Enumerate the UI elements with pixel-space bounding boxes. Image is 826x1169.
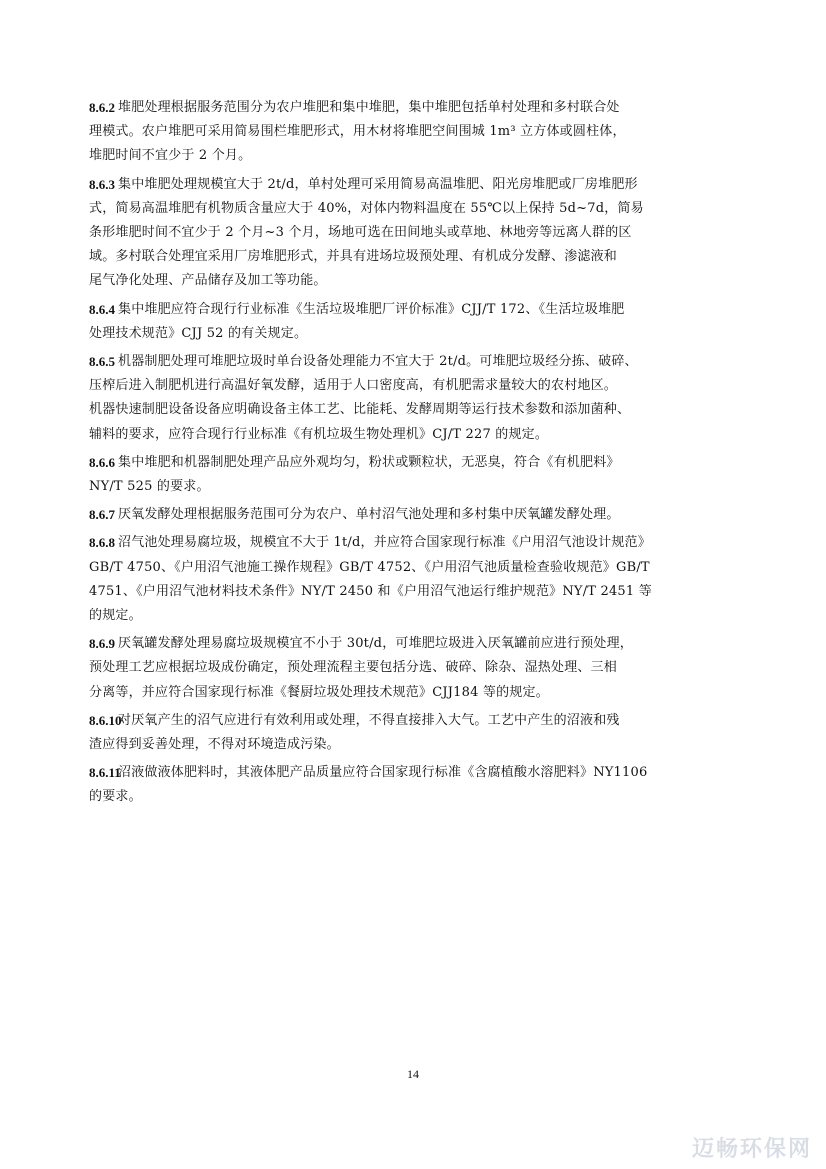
clause-text-line: 机器快速制肥设备设备应明确设备主体工艺、比能耗、发酵周期等运行技术参数和添加菌种、 xyxy=(89,402,631,418)
clause-item xyxy=(89,451,719,499)
clause-number: 8.6.2 xyxy=(89,100,115,115)
clause-item xyxy=(89,298,719,346)
clause-text-line: 域。多村联合处理宜采用厂房堆肥形式，并具有进场垃圾预处理、有机成分发酵、渗滤液和 xyxy=(89,249,618,265)
clause-text-line: 厌氧发酵处理根据服务范围可分为农户、单村沼气池处理和多村集中厌氧罐发酵处理。 xyxy=(118,507,620,523)
clause-text-line: 堆肥处理根据服务范围分为农户堆肥和集中堆肥，集中堆肥包括单村处理和多村联合处 xyxy=(118,100,620,115)
clause-text-line: 式，简易高温堆肥有机物质含量应大于 40%，对体内物料温度在 55℃以上保持 5d~7d，简易 xyxy=(89,200,644,216)
clause-text-line: 的规定。 xyxy=(89,608,142,624)
clause-text-line: GB/T 4750、《户用沼气池施工操作规程》GB/T 4752、《户用沼气池质量检查验收规范》GB/T xyxy=(89,559,650,575)
clause-number: 8.6.4 xyxy=(89,301,115,317)
clause-text-line: 对厌氧产生的沼气应进行有效利用或处理，不得直接排入大气。工艺中产生的沼液和残 xyxy=(118,712,620,728)
clause-text-line: 集中堆肥和机器制肥处理产品应外观均匀，粉状或颗粒状，无恶臭，符合《有机肥料》 xyxy=(118,454,620,470)
clause-text-line: 厌氧罐发酵处理易腐垃圾规模宜不小于 30t/d，可堆肥垃圾进入厌氧罐前应进行预处理， xyxy=(118,636,634,652)
clause-text-line: 分离等，并应符合国家现行标准《餐厨垃圾处理技术规范》CJJ184 等的规定。 xyxy=(89,684,549,700)
clause-text-line: 预处理工艺应根据垃圾成份确定，预处理流程主要包括分选、破碎、除杂、湿热处理、三相 xyxy=(89,660,618,676)
page-number: 14 xyxy=(407,1067,419,1081)
clause-list xyxy=(89,96,719,814)
clause-text-line: 集中堆肥应符合现行行业标准《生活垃圾堆肥厂评价标准》CJJ/T 172、《生活垃圾堆肥 xyxy=(118,301,625,317)
clause-text-line: 条形堆肥时间不宜少于 2 个月~3 个月，场地可选在田间地头或草地、林地旁等远离人群的区 xyxy=(89,225,632,241)
clause-text-line: 辅料的要求，应符合现行行业标准《有机垃圾生物处理机》CJ/T 227 的规定。 xyxy=(89,426,549,442)
clause-number: 8.6.9 xyxy=(89,636,115,652)
clause-text-line: 4751、《户用沼气池材料技术条件》NY/T 2450 和《户用沼气池运行维护规范》NY/T 2451 等 xyxy=(89,583,652,599)
clause-item xyxy=(89,96,719,169)
clause-text-line: 机器制肥处理可堆肥垃圾时单台设备处理能力不宜大于 2t/d。可堆肥垃圾经分拣、破碎、 xyxy=(118,354,638,370)
clause-number: 8.6.7 xyxy=(89,507,115,523)
clause-text xyxy=(118,503,719,527)
clause-number: 8.6.5 xyxy=(89,354,115,370)
clause-number: 8.6.11 xyxy=(89,765,121,781)
watermark-logo: 迈畅环保网 xyxy=(691,1137,812,1162)
clause-text-line: 尾气净化处理、产品储存及加工等功能。 xyxy=(89,273,327,289)
clause-text-line: 渣应得到妥善处理，不得对环境造成污染。 xyxy=(89,737,340,753)
clause-text-line: 理模式。农户堆肥可采用简易围栏堆肥形式，用木材将堆肥空间围城 1m³ 立方体或圆柱体， xyxy=(89,124,626,140)
clause-text-line: 的要求。 xyxy=(89,789,142,805)
clause-number: 8.6.3 xyxy=(89,176,115,192)
clause-text-line: NY/T 525 的要求。 xyxy=(89,479,210,495)
clause-text-line: 处理技术规范》CJJ 52 的有关规定。 xyxy=(89,325,308,341)
clause-number: 8.6.10 xyxy=(89,712,122,728)
clause-item xyxy=(89,503,719,527)
clause-text-line: 沼气池处理易腐垃圾，规模宜不大于 1t/d，并应符合国家现行标准《户用沼气池设计规范》 xyxy=(118,535,651,551)
clause-text-line: 沼液做液体肥料时，其液体肥产品质量应符合国家现行标准《含腐植酸水溶肥料》NY1106 xyxy=(118,765,648,781)
clause-item xyxy=(89,709,719,757)
clause-number: 8.6.6 xyxy=(89,454,115,470)
clause-item xyxy=(89,632,719,705)
clause-item xyxy=(89,173,719,294)
clause-item xyxy=(89,531,719,628)
clause-text-line: 集中堆肥处理规模宜大于 2t/d，单村处理可采用简易高温堆肥、阳光房堆肥或厂房堆肥形 xyxy=(118,176,638,192)
clause-text-line: 堆肥时间不宜少于 2 个月。 xyxy=(89,148,252,164)
clause-item xyxy=(89,350,719,447)
clause-number: 8.6.8 xyxy=(89,535,115,551)
clause-item xyxy=(89,761,719,809)
clause-text-line: 压榨后进入制肥机进行高温好氧发酵，适用于人口密度高，有机肥需求量较大的农村地区。 xyxy=(89,378,618,394)
